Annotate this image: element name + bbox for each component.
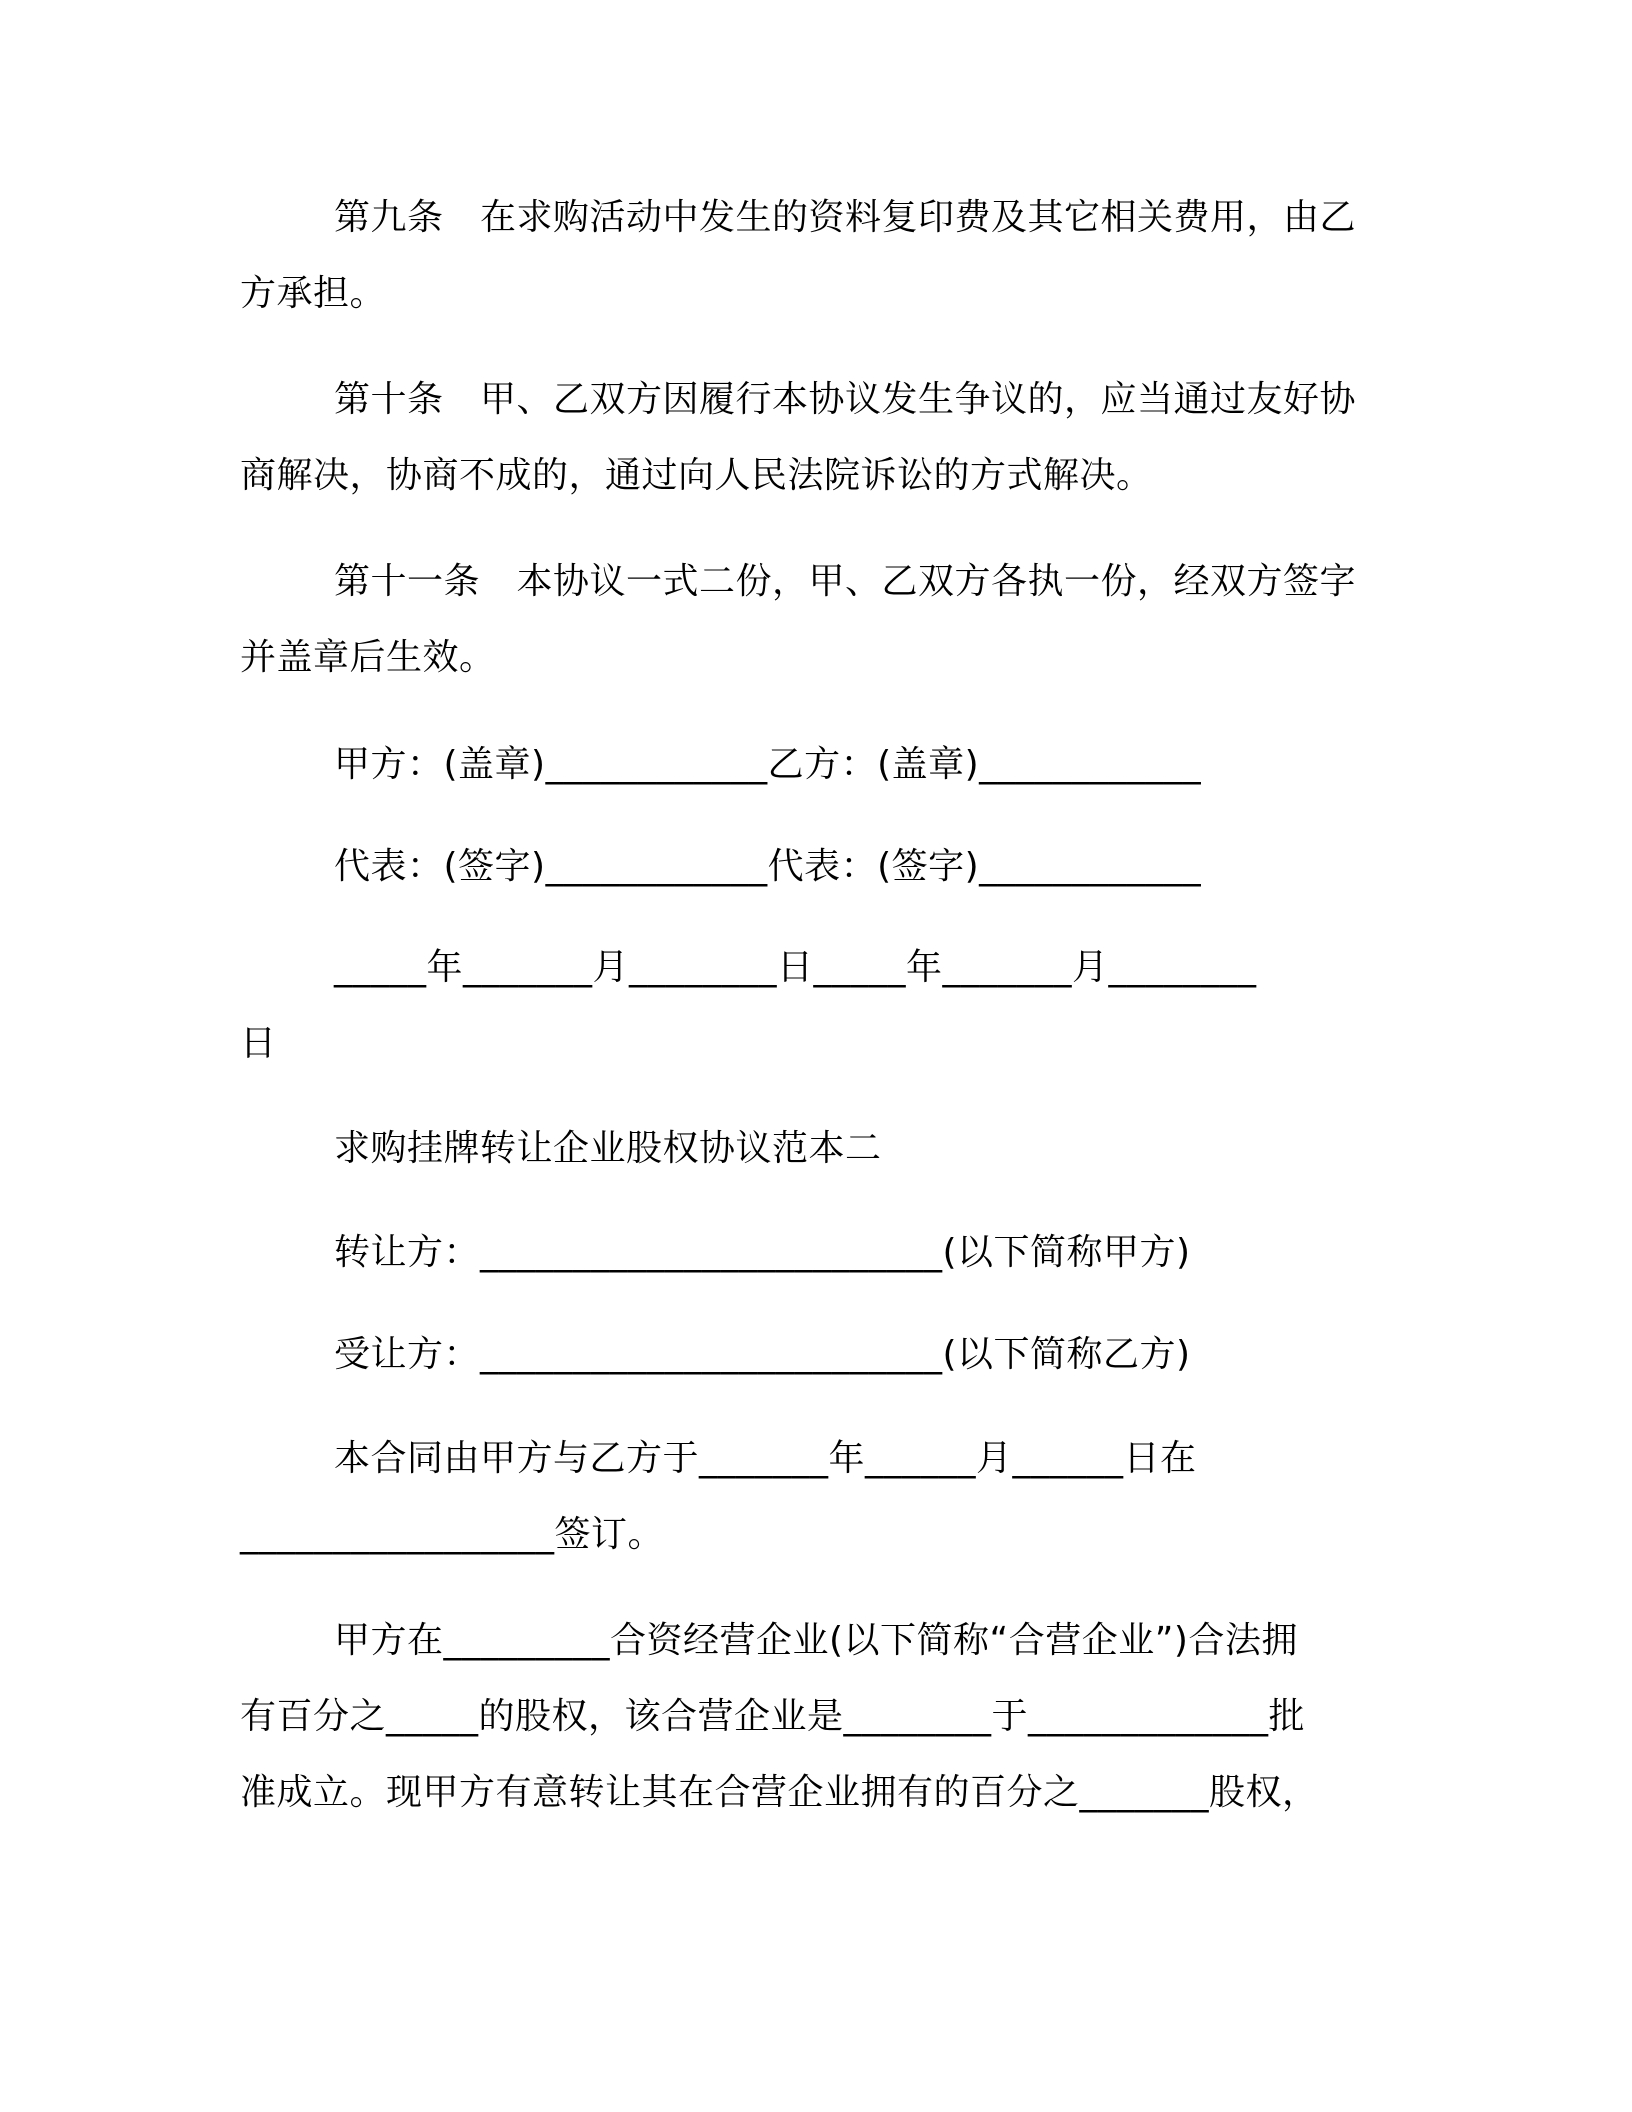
section-title: 求购挂牌转让企业股权协议范本二	[334, 1128, 882, 1169]
contract-date-line-2: _________________签订。	[240, 1514, 665, 1555]
date-line-wrap: 日	[240, 1023, 277, 1064]
contract-date-line-1: 本合同由甲方与乙方于_______年______月______日在	[334, 1438, 1197, 1479]
body-para-line-2: 有百分之_____的股权，该合营企业是________于_____________批	[240, 1696, 1306, 1737]
clause-11-line-1: 第十一条 本协议一式二份，甲、乙双方各执一份，经双方签字	[334, 561, 1357, 602]
clause-11-line-2: 并盖章后生效。	[240, 637, 496, 678]
clause-10-line-1: 第十条 甲、乙双方因履行本协议发生争议的，应当通过友好协	[334, 379, 1357, 420]
body-para-line-3: 准成立。现甲方有意转让其在合营企业拥有的百分之_______股权，	[240, 1772, 1319, 1813]
date-line: _____年_______月________日_____年_______月________	[334, 947, 1257, 988]
clause-9-line-1: 第九条 在求购活动中发生的资料复印费及其它相关费用，由乙	[334, 197, 1357, 238]
clause-9-line-2: 方承担。	[240, 273, 387, 314]
transferor-line: 转让方：_________________________(以下简称甲方)	[334, 1232, 1191, 1273]
body-para-line-1: 甲方在_________合资经营企业(以下简称“合营企业”)合法拥	[334, 1620, 1298, 1661]
party-seal-line: 甲方：(盖章)____________乙方：(盖章)____________	[334, 744, 1202, 785]
clause-10-line-2: 商解决，协商不成的，通过向人民法院诉讼的方式解决。	[240, 455, 1153, 496]
transferee-line: 受让方：_________________________(以下简称乙方)	[334, 1334, 1191, 1375]
representative-signature-line: 代表：(签字)____________代表：(签字)____________	[334, 846, 1202, 887]
